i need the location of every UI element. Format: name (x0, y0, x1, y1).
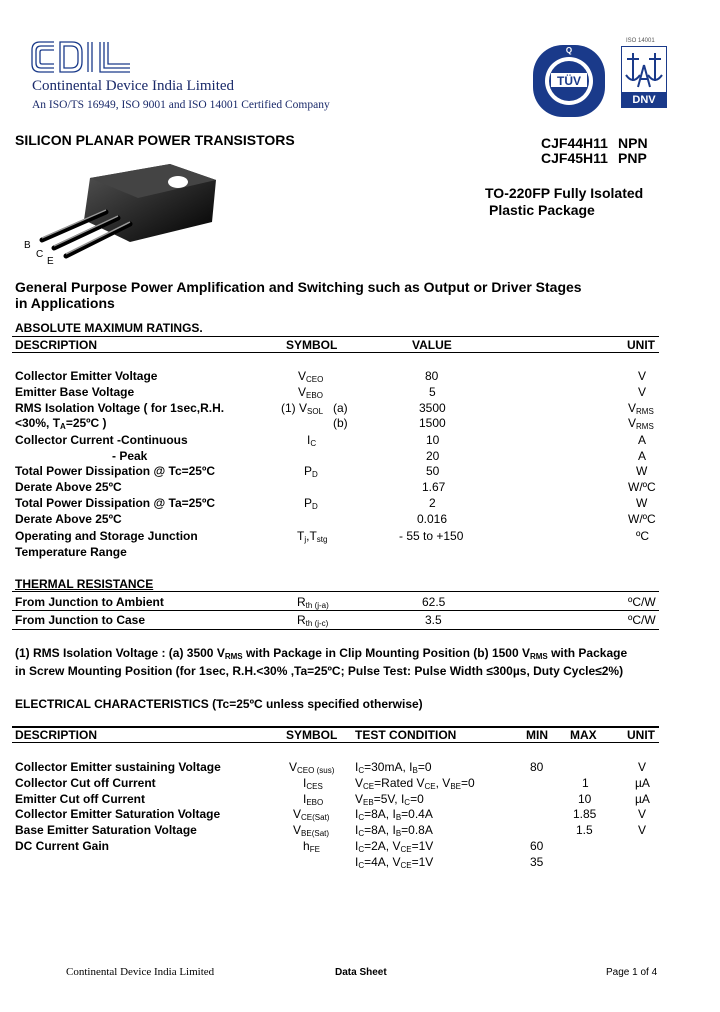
symbol-sub: CEO (sus) (297, 766, 335, 775)
cond-sub: EB (363, 798, 374, 807)
symbol-main: I (307, 433, 311, 447)
row-value: 0.016 (417, 512, 448, 526)
row-value: 1.67 (422, 480, 446, 494)
table-rule (12, 352, 659, 353)
table-row (0, 529, 720, 545)
row-unit: W/ºC (628, 512, 656, 526)
row-value: 10 (426, 433, 440, 447)
row-description: Temperature Range (15, 545, 127, 559)
cond-part: =4A, V (364, 855, 401, 869)
row-max: 1.5 (576, 823, 593, 837)
package-line1: TO-220FP Fully Isolated (485, 185, 644, 201)
row-description: Total Power Dissipation @ Ta=25ºC (15, 496, 216, 510)
row-description: RMS Isolation Voltage ( for 1sec,R.H. (15, 401, 225, 415)
row-unit: ºC (636, 529, 650, 543)
row-description: Collector Emitter Voltage (15, 369, 158, 383)
unit-main: V (628, 416, 637, 430)
col-unit: UNIT (627, 728, 655, 742)
symbol-sub: FE (309, 845, 320, 854)
row-unit: W (636, 496, 648, 510)
abs-max-heading: ABSOLUTE MAXIMUM RATINGS. (15, 321, 203, 335)
package-line2: Plastic Package (489, 202, 595, 218)
cond-part: V (355, 776, 364, 790)
tuv-seal (529, 41, 609, 121)
table-row (0, 449, 720, 465)
row-value: 3500 (419, 401, 446, 415)
cond-sub: B (395, 813, 402, 822)
thermal-heading: THERMAL RESISTANCE (15, 577, 154, 591)
row-symbol (298, 385, 323, 399)
row-max: 10 (578, 792, 592, 806)
row-value: 5 (429, 385, 436, 399)
table-row (0, 496, 720, 512)
row-description: Collector Current -Continuous (15, 433, 188, 447)
table-row (0, 776, 720, 792)
row-description: Base Emitter Saturation Voltage (15, 823, 197, 837)
table-row (0, 512, 720, 528)
symbol-sub: CES (306, 782, 323, 791)
note-part: with Package (547, 646, 628, 660)
row-symbol (298, 369, 323, 383)
unit-main: V (628, 401, 637, 415)
desc-sub: A (60, 422, 66, 431)
company-name: Continental Device India Limited (32, 78, 235, 94)
cond-part: =0 (410, 792, 424, 806)
col-description: DESCRIPTION (15, 728, 98, 742)
row-symbol (307, 433, 316, 447)
cond-part: =0.8A (401, 823, 433, 837)
symbol-sub: CE(Sat) (301, 813, 330, 822)
row-description: Emitter Cut off Current (15, 792, 145, 806)
row-unit: W/ºC (628, 480, 656, 494)
symbol-sub: j (304, 535, 307, 544)
col-symbol: SYMBOL (286, 338, 338, 352)
row-value: 3.5 (425, 613, 442, 627)
table-row (0, 839, 720, 855)
row-value: 62.5 (422, 595, 446, 609)
cond-part: I (355, 807, 359, 821)
col-test-condition: TEST CONDITION (355, 728, 457, 742)
cond-sub: C (358, 813, 365, 822)
symbol-main: h (303, 839, 310, 853)
symbol-sub: SOL (307, 407, 324, 416)
table-rule (12, 742, 659, 743)
row-description: Collector Emitter sustaining Voltage (15, 760, 221, 774)
row-description: From Junction to Ambient (15, 595, 164, 609)
row-min: 35 (530, 855, 544, 869)
row-unit: V (638, 385, 647, 399)
cond-part: =0 (417, 760, 432, 774)
pin-c-label: C (36, 249, 44, 260)
row-unit: V (638, 807, 647, 821)
row-test-condition (355, 807, 433, 821)
desc-part: =25ºC ) (65, 416, 107, 430)
row-test-condition (355, 855, 433, 869)
row-description: Total Power Dissipation @ Tc=25ºC (15, 464, 216, 478)
cond-part: =1V (411, 855, 434, 869)
row-condition-b: (b) (333, 416, 348, 430)
cond-part: =2A, V (364, 839, 401, 853)
symbol-sub: D (312, 502, 318, 511)
row-unit (628, 416, 654, 430)
symbol-main: (1) V (281, 401, 308, 415)
table-row (0, 760, 720, 776)
table-row (0, 613, 720, 629)
row-value: 50 (426, 464, 440, 478)
row-test-condition (355, 792, 424, 806)
row-description: Derate Above 25ºC (15, 512, 122, 526)
dnv-seal (620, 38, 666, 108)
unit-sub: RMS (636, 407, 654, 416)
dnv-text: DNV (621, 92, 667, 108)
row-condition-a: (a) (333, 401, 348, 415)
row-unit (628, 401, 654, 415)
row-unit: ºC/W (628, 613, 656, 627)
symbol-sub: C (310, 439, 317, 448)
cond-sub: CE (363, 782, 375, 791)
symbol-sub: EBO (306, 391, 323, 400)
cond-part: =0 (460, 776, 475, 790)
symbol-main: R (297, 613, 306, 627)
table-row (0, 401, 720, 417)
row-unit: A (638, 433, 647, 447)
row-symbol (303, 792, 323, 806)
row-unit: A (638, 449, 647, 463)
cond-part: =30mA, I (364, 760, 413, 774)
cond-part: =1V (411, 839, 434, 853)
table-row (0, 855, 720, 871)
row-test-condition (355, 776, 475, 790)
cond-sub: C (404, 798, 411, 807)
row-symbol (281, 401, 323, 415)
symbol-main: I (303, 776, 307, 790)
symbol-main: P (304, 464, 313, 478)
cond-sub: B (412, 766, 418, 775)
table-row (0, 433, 720, 449)
row-min: 60 (530, 839, 544, 853)
symbol-sub: BE(Sat) (301, 829, 330, 838)
table-row (0, 792, 720, 808)
pnp-part: CJF45H11 (541, 150, 608, 166)
pin-b-label: B (24, 240, 31, 251)
symbol-main: I (303, 792, 307, 806)
col-value: VALUE (412, 338, 452, 352)
cond-part: =5V, I (373, 792, 405, 806)
row-unit: µA (635, 776, 650, 790)
symbol-main: P (304, 496, 313, 510)
table-rule (12, 629, 659, 630)
row-unit: µA (635, 792, 650, 806)
row-max: 1.85 (573, 807, 597, 821)
row-unit: ºC/W (628, 595, 656, 609)
row-test-condition (355, 823, 433, 837)
table-row (0, 823, 720, 839)
cond-part: I (355, 855, 359, 869)
row-description: Derate Above 25ºC (15, 480, 122, 494)
symbol-sub: th (j-a) (305, 601, 329, 610)
row-description: DC Current Gain (15, 839, 110, 853)
row-test-condition (355, 839, 433, 853)
table-rule (12, 336, 659, 337)
cond-sub: C (358, 766, 365, 775)
row-description: Emitter Base Voltage (15, 385, 135, 399)
application-line1: General Purpose Power Amplification and Switching such as Output or Driver Stages (15, 279, 582, 295)
svg-text:Q: Q (565, 46, 573, 55)
iso-label: ISO 14001 (626, 38, 655, 44)
symbol-sub: stg (316, 535, 328, 544)
row-description: Collector Cut off Current (15, 776, 156, 790)
to220fp-package-image (20, 160, 220, 270)
cond-sub: CE (424, 782, 436, 791)
table-row (0, 385, 720, 401)
row-description (15, 416, 107, 430)
table-rule (12, 591, 659, 592)
cond-part: , V (435, 776, 451, 790)
npn-type: NPN (618, 135, 648, 151)
table-row (0, 807, 720, 823)
row-symbol (297, 595, 329, 609)
symbol-sub: D (312, 470, 318, 479)
note-part: (1) RMS Isolation Voltage : (a) 3500 V (15, 646, 225, 660)
table-row (0, 369, 720, 385)
row-symbol (293, 823, 329, 837)
footer-company: Continental Device India Limited (66, 966, 215, 978)
certification-line: An ISO/TS 16949, ISO 9001 and ISO 14001 Certified Company (32, 99, 330, 111)
desc-part: <30%, T (15, 416, 61, 430)
row-symbol (297, 613, 328, 627)
cond-sub: C (358, 861, 365, 870)
cond-part: =Rated V (374, 776, 425, 790)
row-symbol (289, 760, 334, 774)
symbol-sub: th (j-c) (305, 619, 329, 628)
note-line2: in Screw Mounting Position (for 1sec, R.H.<30% ,Ta=25ºC; Pulse Test: Pulse Width ≤300µs, Duty Cycle≤2%) (15, 664, 624, 678)
cond-sub: C (358, 845, 365, 854)
cond-sub: CE (400, 861, 412, 870)
application-line2: in Applications (15, 295, 115, 311)
col-symbol: SYMBOL (286, 728, 338, 742)
row-value: 80 (425, 369, 439, 383)
table-row (0, 416, 720, 432)
symbol-main: V (293, 807, 302, 821)
row-description: Collector Emitter Saturation Voltage (15, 807, 221, 821)
row-value: 1500 (419, 416, 446, 430)
row-description: From Junction to Case (15, 613, 146, 627)
npn-part: CJF44H11 (541, 135, 608, 151)
col-max: MAX (570, 728, 597, 742)
cond-part: I (355, 760, 359, 774)
row-description: - Peak (112, 449, 148, 463)
table-row (0, 464, 720, 480)
row-max: 1 (582, 776, 589, 790)
table-row (0, 545, 720, 561)
row-min: 80 (530, 760, 544, 774)
row-description: Operating and Storage Junction (15, 529, 198, 543)
unit-sub: RMS (636, 422, 654, 431)
symbol-main: R (297, 595, 306, 609)
note-line1 (15, 646, 627, 660)
note-sub: RMS (529, 652, 548, 661)
cdil-logo (30, 38, 134, 76)
row-unit: V (638, 823, 647, 837)
footer-datasheet: Data Sheet (335, 967, 387, 978)
row-symbol (304, 464, 318, 478)
row-test-condition (355, 760, 432, 774)
pin-e-label: E (47, 256, 54, 267)
row-value: - 55 to +150 (399, 529, 464, 543)
cond-part: I (355, 823, 359, 837)
cond-part: V (355, 792, 364, 806)
row-symbol (304, 496, 318, 510)
cond-sub: CE (400, 845, 412, 854)
note-part: with Package in Clip Mounting Position (b) 1500 V (242, 646, 530, 660)
symbol-main: T (297, 529, 305, 543)
row-unit: V (638, 369, 647, 383)
cond-sub: B (395, 829, 402, 838)
row-unit: V (638, 760, 647, 774)
symbol-main: ,T (306, 529, 317, 543)
cond-sub: BE (450, 782, 461, 791)
symbol-main: V (289, 760, 298, 774)
table-row (0, 480, 720, 496)
row-symbol (303, 776, 323, 790)
row-symbol (293, 807, 329, 821)
note-sub: RMS (224, 652, 243, 661)
symbol-sub: CEO (306, 375, 324, 384)
row-symbol (303, 839, 320, 853)
table-rule (12, 610, 659, 611)
table-row (0, 595, 720, 611)
footer-page: Page 1 of 4 (606, 967, 658, 978)
row-unit: W (636, 464, 648, 478)
cond-part: =0.4A (401, 807, 433, 821)
page-title: SILICON PLANAR POWER TRANSISTORS (15, 132, 295, 148)
row-value: 20 (426, 449, 440, 463)
symbol-sub: EBO (306, 798, 324, 807)
col-unit: UNIT (627, 338, 655, 352)
cond-part: =8A, I (364, 807, 396, 821)
row-symbol (297, 529, 327, 543)
electrical-heading: ELECTRICAL CHARACTERISTICS (Tc=25ºC unless specified otherwise) (15, 697, 423, 711)
pnp-type: PNP (618, 150, 647, 166)
symbol-main: V (298, 369, 307, 383)
col-description: DESCRIPTION (15, 338, 98, 352)
cond-part: =8A, I (364, 823, 396, 837)
col-min: MIN (526, 728, 548, 742)
cond-sub: C (358, 829, 365, 838)
cond-part: I (355, 839, 359, 853)
row-value: 2 (429, 496, 436, 510)
tuv-text: TÜV (557, 74, 581, 88)
symbol-main: V (298, 385, 307, 399)
symbol-main: V (293, 823, 302, 837)
